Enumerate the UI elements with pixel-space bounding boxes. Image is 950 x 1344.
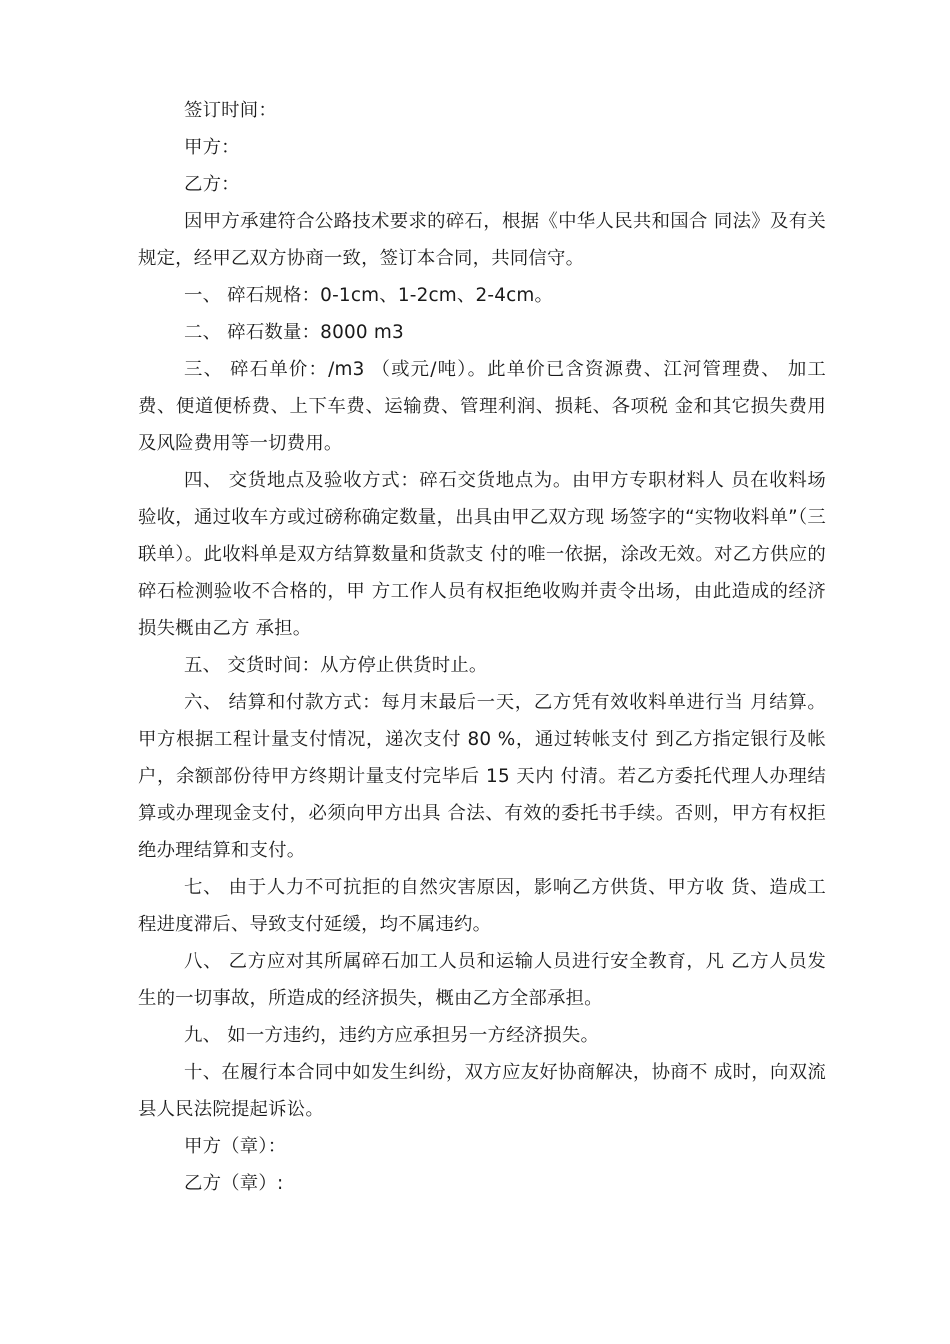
clause-7-force-majeure: 七、 由于人力不可抗拒的自然灾害原因，影响乙方供货、甲方收 货、造成工程进度滞后、导致支付延缓，均不属违约。 — [138, 877, 826, 935]
signing-time-line: 签订时间： — [184, 100, 277, 121]
clause-8-safety: 八、 乙方应对其所属碎石加工人员和运输人员进行安全教育，凡 乙方人员发生的一切事故，所造成的经济损失，概由乙方全部承担。 — [138, 951, 826, 1009]
contract-body — [138, 92, 826, 1202]
party-a-line: 甲方： — [184, 137, 240, 158]
preamble-paragraph: 因甲方承建符合公路技术要求的碎石，根据《中华人民共和国合 同法》及有关规定，经甲乙双方协商一致，签订本合同，共同信守。 — [138, 211, 826, 269]
clause-9-breach: 九、 如一方违约，违约方应承担另一方经济损失。 — [184, 1025, 600, 1046]
clause-2-quantity: 二、 碎石数量：8000 m3 — [184, 322, 404, 343]
party-b-line: 乙方： — [184, 174, 240, 195]
clause-6-settlement-payment: 六、 结算和付款方式：每月末最后一天，乙方凭有效收料单进行当 月结算。甲方根据工程计量支付情况，递次支付 80 %，通过转帐支付 到乙方指定银行及帐户，余额部份待甲方终期计量支付完毕后 15 天内 付清。若乙方委托代理人办理结算或办理现金支付，必须向甲方出具 合法、有效的委托书手续。否则，甲方有权拒绝办理结算和支付。 — [138, 692, 826, 861]
clause-4-delivery-acceptance: 四、 交货地点及验收方式：碎石交货地点为。由甲方专职材料人 员在收料场验收，通过收车方或过磅称确定数量，出具由甲乙双方现 场签字的“实物收料单”（三联单）。此收料单是双方结算数量和货款支 付的唯一依据，涂改无效。对乙方供应的碎石检测验收不合格的，甲 方工作人员有权拒绝收购并责令出场，由此造成的经济损失概由乙方 承担。 — [138, 470, 826, 639]
party-b-seal-line: 乙方（章）: — [184, 1173, 284, 1194]
clause-10-disputes: 十、在履行本合同中如发生纠纷，双方应友好协商解决，协商不 成时，向双流县人民法院提起诉讼。 — [138, 1062, 826, 1120]
clause-1-specification: 一、 碎石规格：0-1cm、1-2cm、2-4cm。 — [184, 285, 554, 306]
clause-5-delivery-time: 五、 交货时间：从方停止供货时止。 — [184, 655, 488, 676]
party-a-seal-line: 甲方（章）： — [184, 1136, 287, 1157]
clause-3-unit-price: 三、 碎石单价：/m3 （或元/吨）。此单价已含资源费、江河管理费、 加工费、便道便桥费、上下车费、运输费、管理利润、损耗、各项税 金和其它损失费用及风险费用等一切费用。 — [138, 359, 826, 454]
